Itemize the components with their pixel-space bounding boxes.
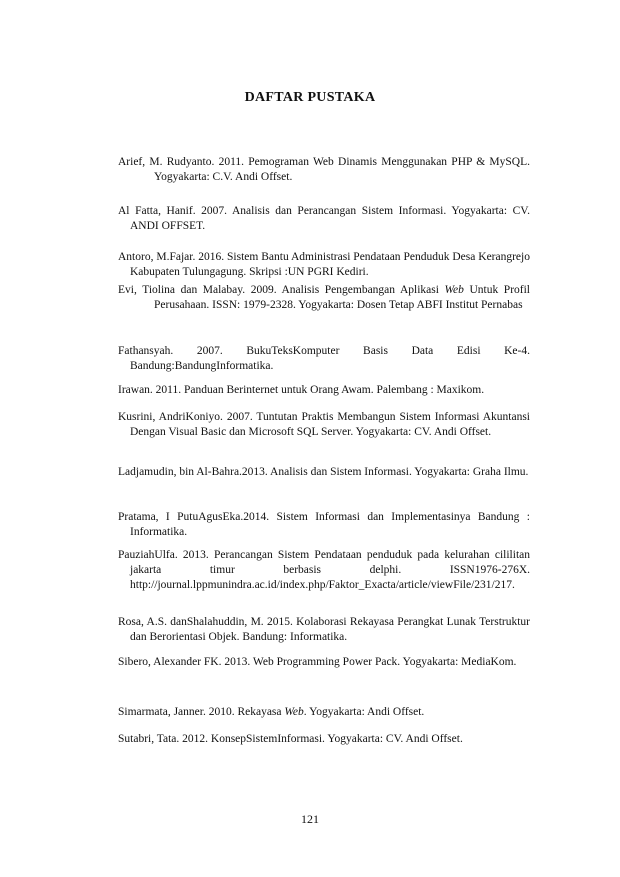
reference-entry: Arief, M. Rudyanto. 2011. Pemograman Web Dinamis Menggunakan PHP & MySQL. Yogyakarta: C.V. Andi Offset.	[118, 156, 530, 183]
reference-entry: Antoro, M.Fajar. 2016. Sistem Bantu Administrasi Pendataan Penduduk Desa Kerangrejo Kabupaten Tulungagung. Skripsi :UN PGRI Kediri.	[118, 251, 530, 278]
reference-entry: Kusrini, AndriKoniyo. 2007. Tuntutan Praktis Membangun Sistem Informasi Akuntansi Dengan Visual Basic dan Microsoft SQL Server. Yogyakarta: CV. Andi Offset.	[118, 411, 530, 438]
reference-entry: Fathansyah. 2007. BukuTeksKomputer Basis Data Edisi Ke-4. Bandung:BandungInformatika.	[118, 345, 530, 372]
reference-entry: Irawan. 2011. Panduan Berinternet untuk Orang Awam. Palembang : Maxikom.	[118, 384, 485, 396]
reference-entry: PauziahUlfa. 2013. Perancangan Sistem Pendataan penduduk pada kelurahan cililitan jakarta timur berbasis delphi. ISSN1976-276X. http://journal.lppmunindra.ac.id/index.php/Faktor_Exacta/article/viewFile/231/217.	[118, 549, 530, 591]
reference-entry: Al Fatta, Hanif. 2007. Analisis dan Perancangan Sistem Informasi. Yogyakarta: CV. ANDI OFFSET.	[118, 205, 530, 232]
reference-entry: Rosa, A.S. danShalahuddin, M. 2015. Kolaborasi Rekayasa Perangkat Lunak Terstruktur dan Berorientasi Objek. Bandung: Informatika.	[118, 616, 530, 643]
reference-entry: Pratama, I PutuAgusEka.2014. Sistem Informasi dan Implementasinya Bandung : Informatika.	[118, 511, 530, 538]
reference-entry: Evi, Tiolina dan Malabay. 2009. Analisis Pengembangan Aplikasi Web Untuk Profil Perusahaan. ISSN: 1979-2328. Yogyakarta: Dosen Tetap ABFI Institut Pernabas	[118, 284, 530, 311]
page-number: 121	[301, 812, 319, 826]
reference-entry: Sutabri, Tata. 2012. KonsepSistemInformasi. Yogyakarta: CV. Andi Offset.	[118, 733, 463, 745]
reference-entry: Sibero, Alexander FK. 2013. Web Programming Power Pack. Yogyakarta: MediaKom.	[118, 656, 517, 668]
page-title: DAFTAR PUSTAKA	[244, 90, 376, 105]
italic-term: Web	[284, 706, 304, 718]
reference-entry: Ladjamudin, bin Al-Bahra.2013. Analisis dan Sistem Informasi. Yogyakarta: Graha Ilmu.	[118, 466, 529, 478]
italic-term: Web	[444, 284, 464, 296]
reference-entry: Simarmata, Janner. 2010. Rekayasa Web. Yogyakarta: Andi Offset.	[118, 706, 425, 718]
